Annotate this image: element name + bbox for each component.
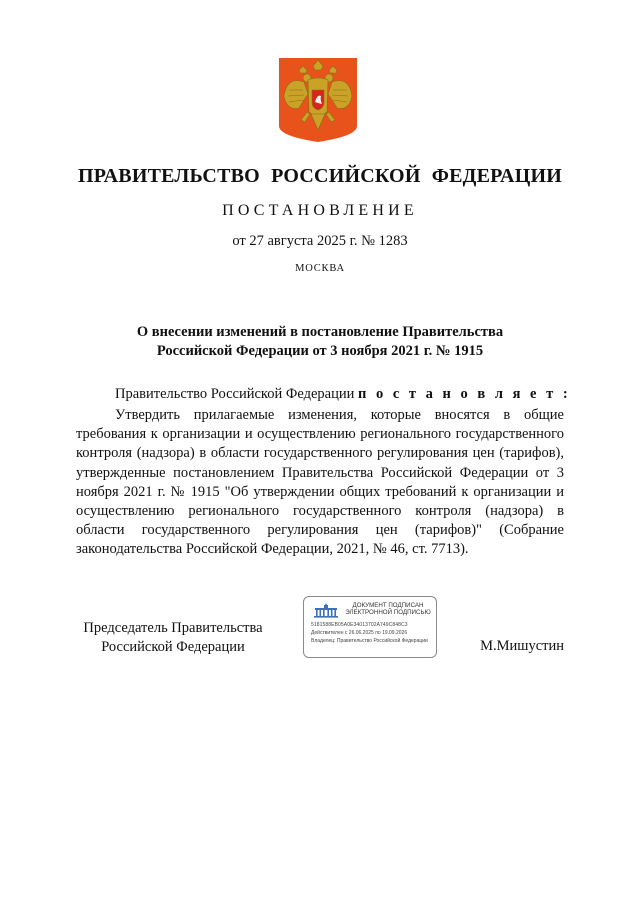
stamp-title [342,602,434,617]
government-title: ПРАВИТЕЛЬСТВО РОССИЙСКОЙ ФЕДЕРАЦИИ [78,165,562,187]
body-paragraph: Утвердить прилагаемые изменения, которые вносятся в общие требования к организации и осуществлению регионального государственного контроля (надзора) в области государственного регулирования цен (тарифов), утвержденные постановлением Правительства Российской Федерации от 3 ноября 2021 г. № 1915 "Об утверждении общих требований к организации и осуществлению регионального государственного контроля (надзора) в области государственного регулирования цен (тарифов)" (Собрание законодательства Российской Федерации, 2021, № 46, ст. 7713). [76,407,564,558]
document-place: МОСКВА [295,263,345,274]
stamp-certificate-serial: 5181588EB05A0E34013702A749C848C3 [311,622,408,628]
signer-position [76,619,270,657]
preamble-verb: п о с т а н о в л я е т : [357,386,571,402]
stamp-owner: Владелец: Правительство Российской Федерации [311,638,428,644]
heading-line-1: О внесении изменений в постановление Правительства [136,324,504,340]
signer-position-line-2: Российской Федерации [101,639,245,655]
electronic-signature-stamp [303,596,437,658]
preamble [115,386,571,403]
heading-line-2: Российской Федерации от 3 ноября 2021 г. № 1915 [156,343,484,359]
signer-position-line-1: Председатель Правительства [83,620,263,636]
russia-coat-of-arms-icon [277,56,359,143]
document-type: ПОСТАНОВЛЕНИЕ [222,202,418,219]
stamp-title-line-2: ЭЛЕКТРОННОЙ ПОДПИСЬЮ [345,609,431,617]
government-building-icon [311,602,341,618]
document-date-number: от 27 августа 2025 г. № 1283 [232,233,408,249]
signer-name: М.Мишустин [480,638,564,654]
preamble-text: Правительство Российской Федерации [115,386,358,402]
stamp-title-line-1: ДОКУМЕНТ ПОДПИСАН [352,602,424,609]
stamp-validity: Действителен с 26.06.2025 по 19.09.2026 [311,630,408,636]
document-heading [0,323,640,361]
